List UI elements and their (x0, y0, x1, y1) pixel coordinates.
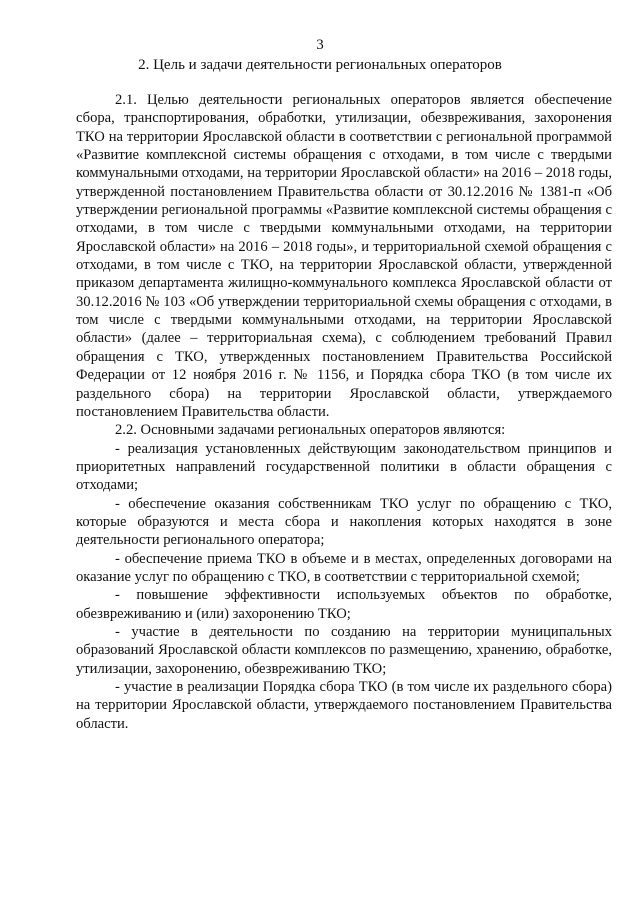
task-item: - участие в реализации Порядка сбора ТКО (в том числе их раздельного сбора) на территории Ярославской области, утверждаемого постановлением Правительства области. (76, 679, 612, 732)
paragraph-2-1: 2.1. Целью деятельности региональных операторов является обеспечение сбора, транспортирования, обработки, утилизации, обезвреживания, захоронения ТКО на территории Ярославской области в соответствии с региональной программой «Развитие комплексной системы обращения с отходами, в том числе с твердыми коммунальными отходами, на территории Ярославской области» на 2016 – 2018 годы, утвержденной постановлением Правительства области от 30.12.2016 № 1381-п «Об утверждении региональной программы «Развитие комплексной системы обращения с отходами, в том числе с твердыми коммунальными отходами, на территории Ярославской области» на 2016 – 2018 годы», и территориальной схемой обращения с отходами, в том числе с ТКО, на территории Ярославской области, утвержденной приказом департамента жилищно-коммунального комплекса Ярославской области от 30.12.2016 № 103 «Об утверждении территориальной схемы обращения с отходами, в том числе с твердыми коммунальными отходами, на территории Ярославской области» (далее – территориальная схема), с соблюдением требований Правил обращения с ТКО, утвержденных постановлением Правительства Российской Федерации от 12 ноября 2016 г. № 1156, и Порядка сбора ТКО (в том числе их раздельного сбора) на территории Ярославской области, утверждаемого постановлением Правительства области. (76, 92, 612, 420)
task-item: - обеспечение приема ТКО в объеме и в местах, определенных договорами на оказание услуг по обращению с ТКО, в соответствии с территориальной схемой; (76, 550, 612, 585)
paragraph-2-2: 2.2. Основными задачами региональных операторов являются: (115, 422, 506, 439)
task-item: - участие в деятельности по созданию на территории муниципальных образований Ярославской области комплексов по размещению, хранению, обработке, утилизации, захоронению, обезвреживанию ТКО; (76, 623, 612, 677)
task-item: - повышение эффективности используемых объектов по обработке, обезвреживанию и (или) захоронению ТКО; (76, 587, 612, 622)
task-item: - обеспечение оказания собственникам ТКО услуг по обращению с ТКО, которые образуются и места сбора и накопления которых находятся в зоне деятельности регионального оператора; (76, 495, 612, 549)
section-title: 2. Цель и задачи деятельности региональных операторов (138, 57, 502, 73)
page-number: 3 (316, 37, 324, 53)
task-item: - реализация установленных действующим законодательством принципов и приоритетных направлений государственной политики в области обращения с отходами; (76, 440, 612, 494)
body-text (76, 91, 612, 733)
